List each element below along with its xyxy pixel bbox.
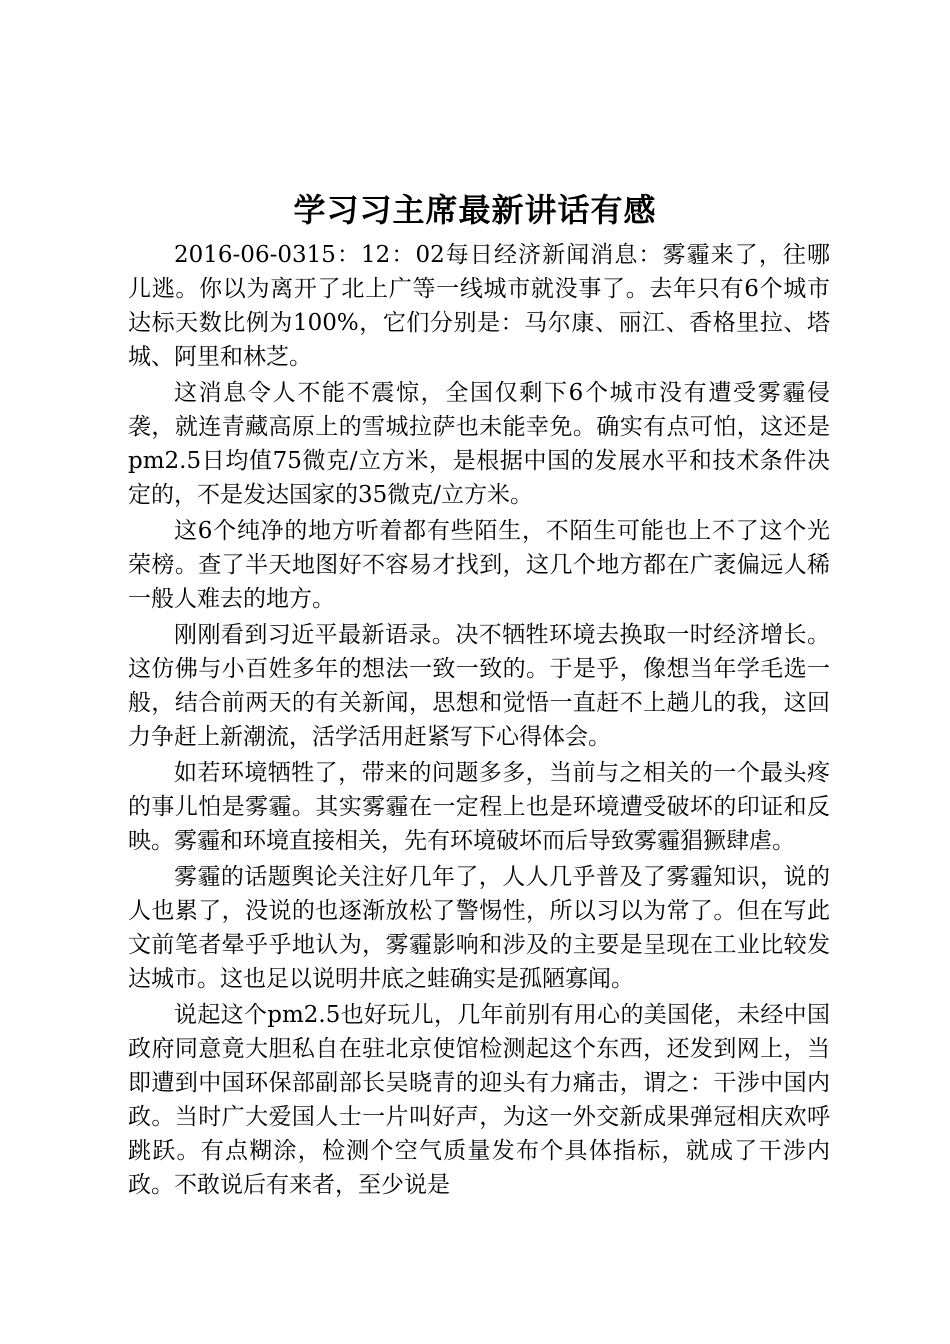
- document-body: [128, 238, 830, 1202]
- paragraph: 2016-06-0315：12：02每日经济新闻消息：雾霾来了，往哪儿逃。你以为离开了北上广等一线城市就没事了。去年只有6个城市达标天数比例为100%，它们分别是：马尔康、丽江、香格里拉、塔城、阿里和林芝。: [128, 242, 830, 370]
- paragraph: 如若环境牺牲了，带来的问题多多，当前与之相关的一个最头疼的事儿怕是雾霾。其实雾霾在一定程上也是环境遭受破坏的印证和反映。雾霾和环境直接相关，先有环境破坏而后导致雾霾猖獗肆虐。: [128, 760, 830, 854]
- paragraph: 刚刚看到习近平最新语录。决不牺牲环境去换取一时经济增长。这仿佛与小百姓多年的想法一致一致的。于是乎，像想当年学毛选一般，结合前两天的有关新闻，思想和觉悟一直赶不上趟儿的我，这回力争赶上新潮流，活学活用赶紧写下心得体会。: [128, 622, 830, 750]
- paragraph: 这消息令人不能不震惊，全国仅剩下6个城市没有遭受雾霾侵袭，就连青藏高原上的雪城拉萨也未能幸免。确实有点可怕，这还是pm2.5日均值75微克/立方米，是根据中国的发展水平和技术条件决定的，不是发达国家的35微克/立方米。: [128, 380, 830, 508]
- document-title: 学习习主席最新讲话有感: [293, 191, 657, 229]
- paragraph: 这6个纯净的地方听着都有些陌生，不陌生可能也上不了这个光荣榜。查了半天地图好不容易才找到，这几个地方都在广袤偏远人稀一般人难去的地方。: [128, 518, 830, 612]
- paragraph: 雾霾的话题舆论关注好几年了，人人几乎普及了雾霾知识，说的人也累了，没说的也逐渐放松了警惕性，所以习以为常了。但在写此文前笔者晕乎乎地认为，雾霾影响和涉及的主要是呈现在工业比较发达城市。这也足以说明井底之蛙确实是孤陋寡闻。: [128, 864, 830, 992]
- paragraph: 说起这个pm2.5也好玩儿，几年前别有用心的美国佬，未经中国政府同意竟大胆私自在驻北京使馆检测起这个东西，还发到网上，当即遭到中国环保部副部长吴晓青的迎头有力痛击，谓之：干涉中国内政。当时广大爱国人士一片叫好声，为这一外交新成果弹冠相庆欢呼跳跃。有点糊涂，检测个空气质量发布个具体指标，就成了干涉内政。不敢说后有来者，至少说是: [128, 1002, 830, 1198]
